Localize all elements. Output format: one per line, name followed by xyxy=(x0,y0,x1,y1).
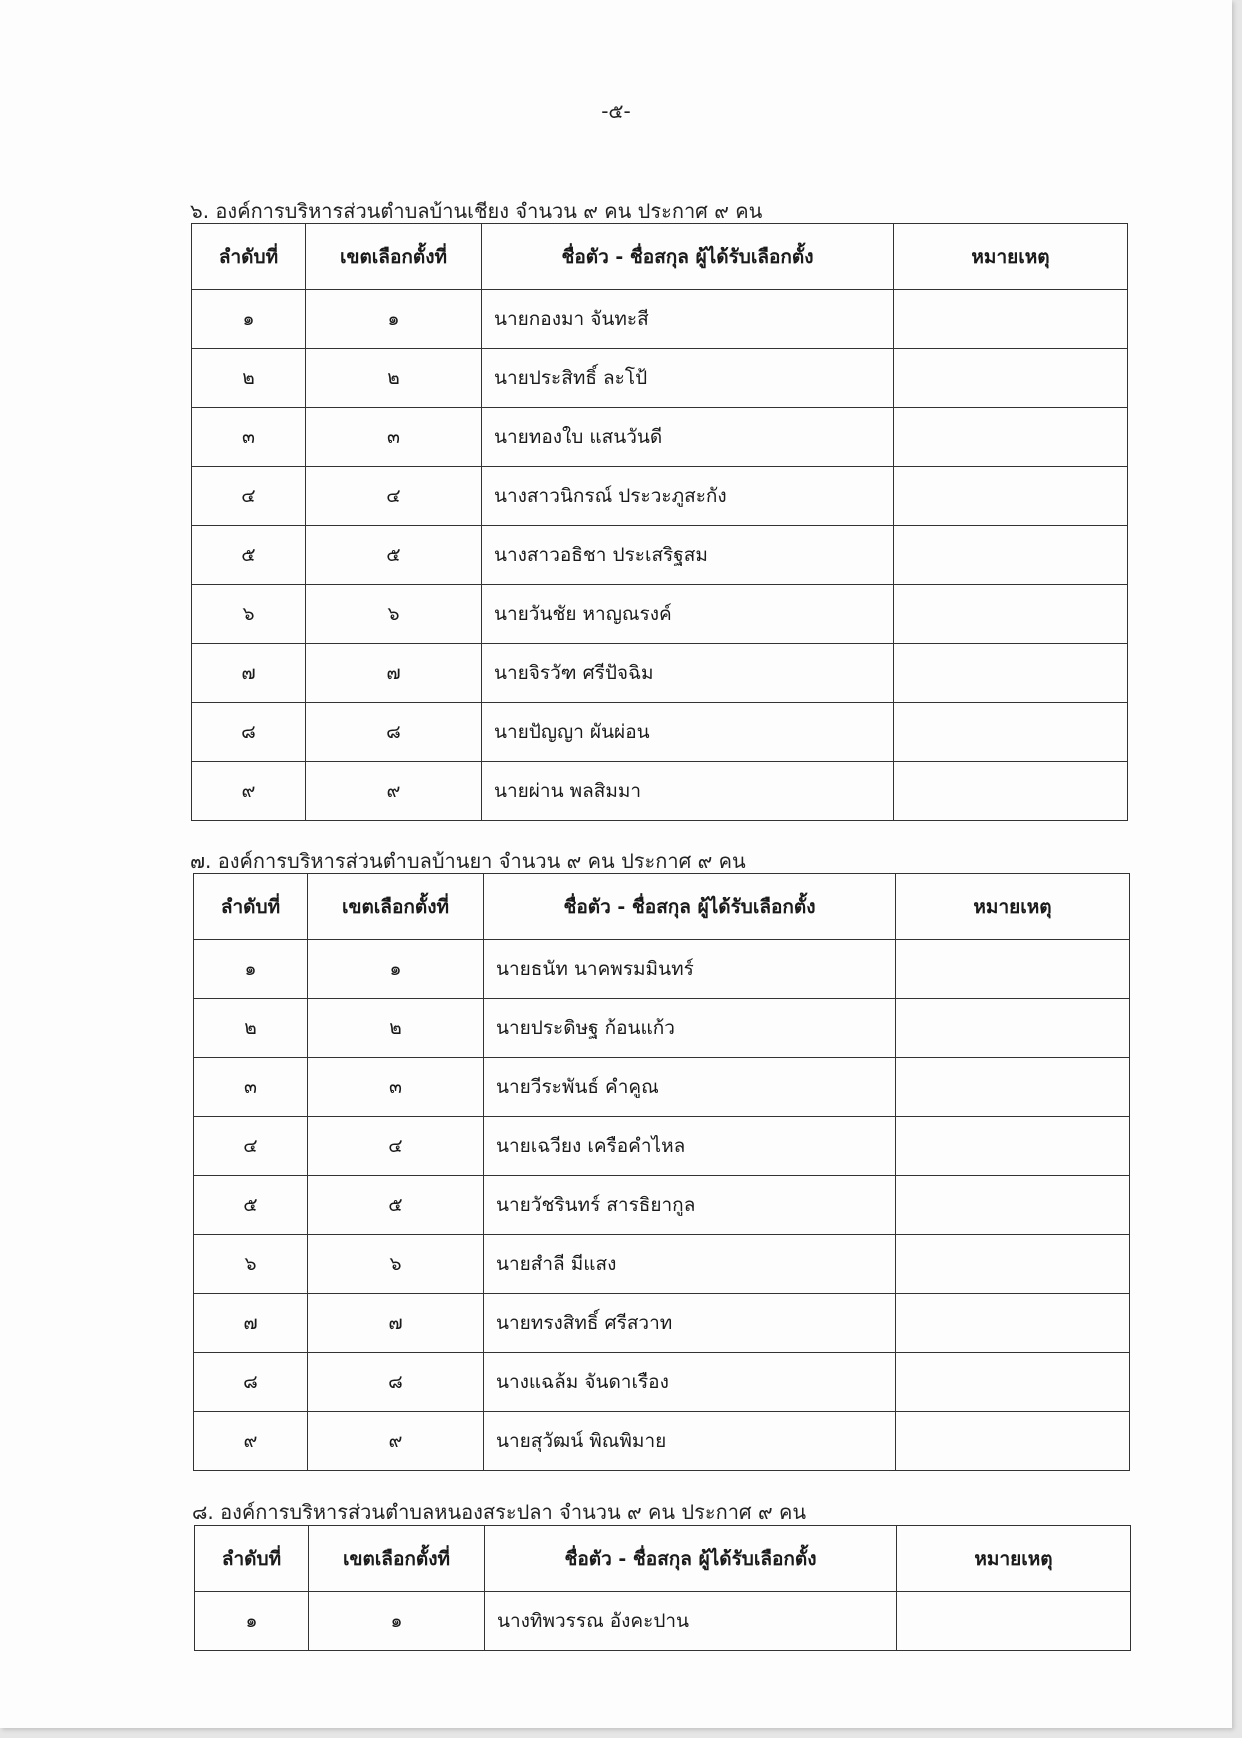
district-cell: ๘ xyxy=(308,1353,484,1412)
table-row xyxy=(194,1294,1130,1353)
remark-cell xyxy=(896,1235,1130,1294)
name-cell: นายจิรวัฑ ศรีปัจฉิม xyxy=(482,644,894,703)
district-cell: ๓ xyxy=(308,1058,484,1117)
order-cell: ๓ xyxy=(194,1058,308,1117)
results-table-7 xyxy=(193,873,1130,1471)
order-cell: ๕ xyxy=(192,526,306,585)
remark-cell xyxy=(894,585,1128,644)
district-cell: ๑ xyxy=(309,1592,485,1651)
district-cell: ๓ xyxy=(306,408,482,467)
table-row xyxy=(194,1058,1130,1117)
column-header-district: เขตเลือกตั้งที่ xyxy=(309,1526,485,1592)
remark-cell xyxy=(896,940,1130,999)
name-cell: นางทิพวรรณ อังคะปาน xyxy=(485,1592,897,1651)
order-cell: ๙ xyxy=(194,1412,308,1471)
order-cell: ๗ xyxy=(194,1294,308,1353)
name-cell: นายสำลี มีแสง xyxy=(484,1235,896,1294)
remark-cell xyxy=(896,1117,1130,1176)
column-header-district: เขตเลือกตั้งที่ xyxy=(306,224,482,290)
district-cell: ๖ xyxy=(306,585,482,644)
district-cell: ๖ xyxy=(308,1235,484,1294)
name-cell: นายธนัท นาคพรมมินทร์ xyxy=(484,940,896,999)
name-cell: นายประดิษฐ ก้อนแก้ว xyxy=(484,999,896,1058)
name-cell: นายเฉวียง เครือคำไหล xyxy=(484,1117,896,1176)
name-cell: นายวันชัย หาญณรงค์ xyxy=(482,585,894,644)
order-cell: ๘ xyxy=(192,703,306,762)
order-cell: ๘ xyxy=(194,1353,308,1412)
district-cell: ๕ xyxy=(306,526,482,585)
name-cell: นายวีระพันธ์ คำคูณ xyxy=(484,1058,896,1117)
section-heading-7: ๗. องค์การบริหารส่วนตำบลบ้านยา จำนวน ๙ คน ประกาศ ๙ คน xyxy=(190,849,746,873)
remark-cell xyxy=(897,1592,1131,1651)
order-cell: ๔ xyxy=(192,467,306,526)
name-cell: นายประสิทธิ์ ละโป้ xyxy=(482,349,894,408)
order-cell: ๑ xyxy=(194,940,308,999)
column-header-remark: หมายเหตุ xyxy=(897,1526,1131,1592)
name-cell: นายสุวัฒน์ พิณพิมาย xyxy=(484,1412,896,1471)
remark-cell xyxy=(896,1176,1130,1235)
table-row xyxy=(192,349,1128,408)
table-row xyxy=(192,467,1128,526)
name-cell: นายวัชรินทร์ สารธิยากูล xyxy=(484,1176,896,1235)
order-cell: ๑ xyxy=(195,1592,309,1651)
table-row xyxy=(195,1592,1131,1651)
table-row xyxy=(194,1176,1130,1235)
name-cell: นายกองมา จันทะสี xyxy=(482,290,894,349)
district-cell: ๕ xyxy=(308,1176,484,1235)
column-header-remark: หมายเหตุ xyxy=(896,874,1130,940)
order-cell: ๗ xyxy=(192,644,306,703)
table-row xyxy=(194,940,1130,999)
district-cell: ๗ xyxy=(306,644,482,703)
table-row xyxy=(194,1235,1130,1294)
order-cell: ๙ xyxy=(192,762,306,821)
column-header-name: ชื่อตัว - ชื่อสกุล ผู้ได้รับเลือกตั้ง xyxy=(484,874,896,940)
remark-cell xyxy=(896,1353,1130,1412)
table-row xyxy=(192,703,1128,762)
remark-cell xyxy=(894,644,1128,703)
order-cell: ๔ xyxy=(194,1117,308,1176)
district-cell: ๔ xyxy=(306,467,482,526)
name-cell: นางสาวนิกรณ์ ประวะภูสะกัง xyxy=(482,467,894,526)
order-cell: ๕ xyxy=(194,1176,308,1235)
table-row xyxy=(192,290,1128,349)
remark-cell xyxy=(894,467,1128,526)
order-cell: ๓ xyxy=(192,408,306,467)
order-cell: ๖ xyxy=(194,1235,308,1294)
table-row xyxy=(194,999,1130,1058)
order-cell: ๒ xyxy=(192,349,306,408)
remark-cell xyxy=(894,290,1128,349)
district-cell: ๒ xyxy=(306,349,482,408)
column-header-order: ลำดับที่ xyxy=(195,1526,309,1592)
table-row xyxy=(192,762,1128,821)
order-cell: ๑ xyxy=(192,290,306,349)
name-cell: นายทองใบ แสนวันดี xyxy=(482,408,894,467)
remark-cell xyxy=(894,408,1128,467)
district-cell: ๙ xyxy=(306,762,482,821)
results-table-6 xyxy=(191,223,1128,821)
remark-cell xyxy=(896,1294,1130,1353)
table-row xyxy=(192,644,1128,703)
table-row xyxy=(194,1353,1130,1412)
column-header-remark: หมายเหตุ xyxy=(894,224,1128,290)
page-number: -๕- xyxy=(601,99,631,123)
table-header-row xyxy=(192,224,1128,290)
name-cell: นางสาวอธิชา ประเสริฐสม xyxy=(482,526,894,585)
name-cell: นายทรงสิทธิ์ ศรีสวาท xyxy=(484,1294,896,1353)
order-cell: ๖ xyxy=(192,585,306,644)
column-header-name: ชื่อตัว - ชื่อสกุล ผู้ได้รับเลือกตั้ง xyxy=(485,1526,897,1592)
results-table-8 xyxy=(194,1525,1131,1651)
column-header-order: ลำดับที่ xyxy=(192,224,306,290)
column-header-name: ชื่อตัว - ชื่อสกุล ผู้ได้รับเลือกตั้ง xyxy=(482,224,894,290)
remark-cell xyxy=(894,703,1128,762)
section-heading-8: ๘. องค์การบริหารส่วนตำบลหนองสระปลา จำนวน ๙ คน ประกาศ ๙ คน xyxy=(192,1500,807,1524)
remark-cell xyxy=(896,999,1130,1058)
column-header-order: ลำดับที่ xyxy=(194,874,308,940)
district-cell: ๗ xyxy=(308,1294,484,1353)
name-cell: นางแฉล้ม จันดาเรือง xyxy=(484,1353,896,1412)
order-cell: ๒ xyxy=(194,999,308,1058)
district-cell: ๑ xyxy=(308,940,484,999)
table-header-row xyxy=(194,874,1130,940)
name-cell: นายผ่าน พลสิมมา xyxy=(482,762,894,821)
column-header-district: เขตเลือกตั้งที่ xyxy=(308,874,484,940)
remark-cell xyxy=(896,1058,1130,1117)
section-heading-6: ๖. องค์การบริหารส่วนตำบลบ้านเชียง จำนวน ๙ คน ประกาศ ๙ คน xyxy=(190,199,763,223)
district-cell: ๑ xyxy=(306,290,482,349)
remark-cell xyxy=(894,349,1128,408)
district-cell: ๔ xyxy=(308,1117,484,1176)
remark-cell xyxy=(894,762,1128,821)
table-row xyxy=(194,1412,1130,1471)
table-row xyxy=(194,1117,1130,1176)
district-cell: ๒ xyxy=(308,999,484,1058)
name-cell: นายปัญญา ผันผ่อน xyxy=(482,703,894,762)
district-cell: ๙ xyxy=(308,1412,484,1471)
remark-cell xyxy=(896,1412,1130,1471)
district-cell: ๘ xyxy=(306,703,482,762)
table-header-row xyxy=(195,1526,1131,1592)
table-row xyxy=(192,526,1128,585)
remark-cell xyxy=(894,526,1128,585)
table-row xyxy=(192,408,1128,467)
table-row xyxy=(192,585,1128,644)
